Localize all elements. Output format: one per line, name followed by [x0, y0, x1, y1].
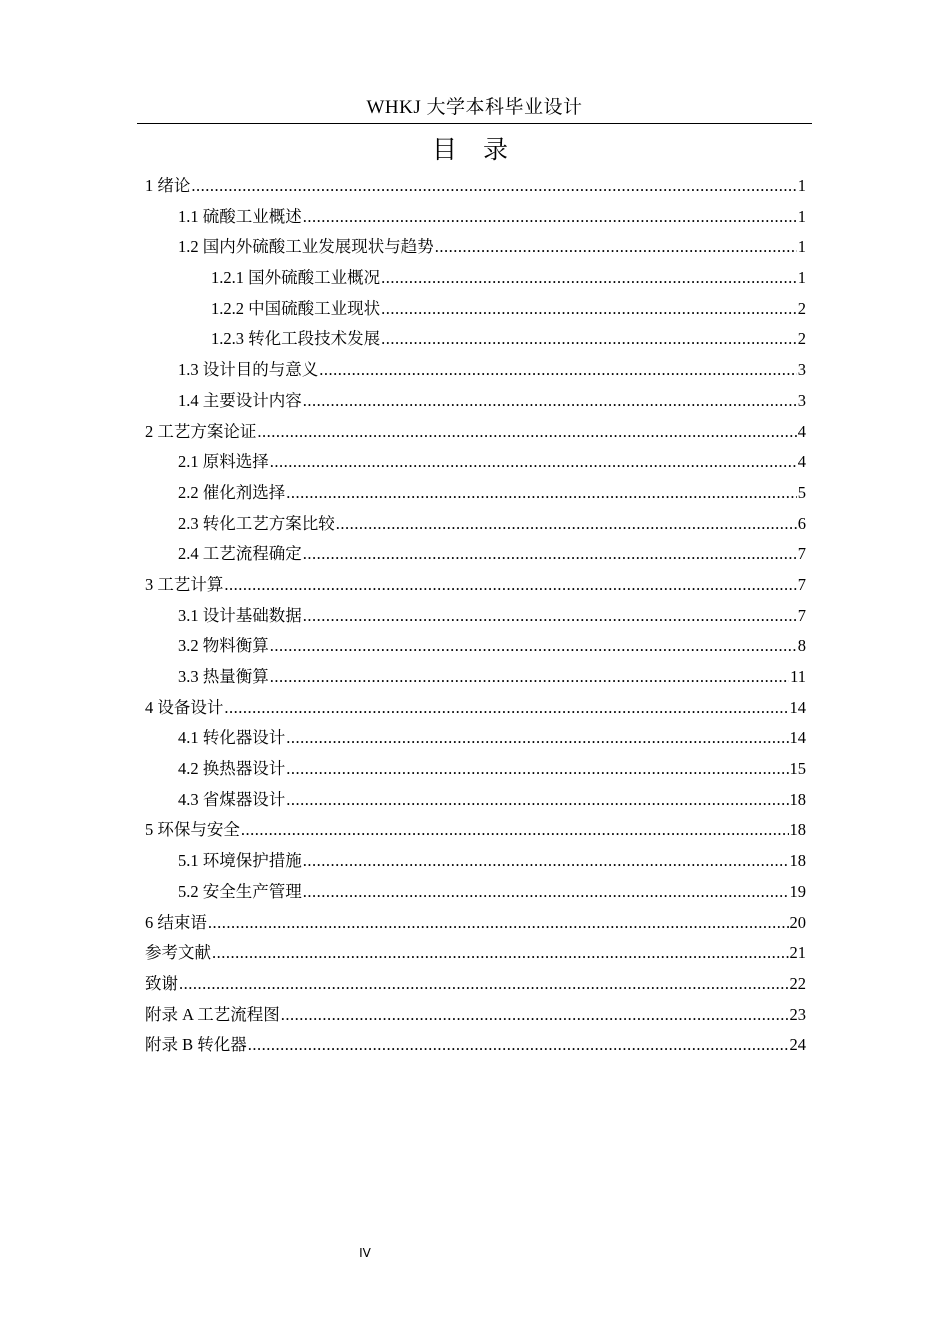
toc-entry-page: 1 — [797, 268, 806, 288]
toc-entry-page: 24 — [789, 1035, 806, 1055]
toc-entry-page: 7 — [797, 574, 806, 594]
toc-dot-leader — [303, 386, 797, 417]
toc-entry[interactable] — [145, 355, 806, 386]
toc-entry-label: 1.2.3 转化工段技术发展 — [211, 329, 381, 349]
toc-entry-page: 19 — [789, 881, 806, 901]
toc-dot-leader — [381, 294, 797, 325]
toc-dot-leader — [336, 509, 797, 540]
toc-dot-leader — [224, 693, 788, 724]
toc-entry-label: 参考文献 — [145, 943, 211, 963]
toc-entry[interactable] — [145, 969, 806, 1000]
toc-entry[interactable] — [145, 539, 806, 570]
toc-dot-leader — [286, 754, 788, 785]
toc-entry-page: 18 — [789, 851, 806, 871]
toc-dot-leader — [286, 785, 788, 816]
toc-entry-label: 1.2.2 中国硫酸工业现状 — [211, 298, 381, 318]
toc-entry-page: 4 — [797, 452, 806, 472]
toc-entry-label: 3.2 物料衡算 — [178, 636, 269, 656]
toc-entry-label: 2 工艺方案论证 — [145, 421, 257, 441]
toc-dot-leader — [303, 877, 789, 908]
toc-entry-page: 3 — [797, 390, 806, 410]
toc-entry-page: 18 — [789, 820, 806, 840]
toc-dot-leader — [286, 723, 788, 754]
toc-entry[interactable] — [145, 1030, 806, 1061]
toc-entry-label: 2.1 原料选择 — [178, 452, 269, 472]
toc-dot-leader — [303, 601, 797, 632]
toc-dot-leader — [270, 662, 789, 693]
toc-entry[interactable] — [145, 202, 806, 233]
toc-entry-page: 3 — [797, 360, 806, 380]
toc-dot-leader — [248, 1030, 789, 1061]
toc-dot-leader — [241, 815, 789, 846]
toc-dot-leader — [208, 908, 789, 939]
toc-dot-leader — [179, 969, 789, 1000]
toc-entry-label: 5 环保与安全 — [145, 820, 240, 840]
toc-entry-label: 1.3 设计目的与意义 — [178, 360, 319, 380]
toc-entry-page: 1 — [797, 176, 806, 195]
toc-entry-label: 1.4 主要设计内容 — [178, 390, 302, 410]
toc-entry-page: 15 — [789, 759, 806, 779]
toc-entry-label: 致谢 — [145, 973, 178, 993]
running-header: WHKJ 大学本科毕业设计 — [366, 97, 583, 118]
toc-entry[interactable] — [145, 324, 806, 355]
toc-entry-label: 附录 A 工艺流程图 — [145, 1004, 280, 1024]
toc-entry-page: 7 — [797, 605, 806, 625]
toc-entry-page: 18 — [789, 789, 806, 809]
toc-entry-page: 4 — [797, 421, 806, 441]
toc-dot-leader — [435, 232, 797, 263]
toc-entry-label: 3.3 热量衡算 — [178, 667, 269, 686]
toc-entry-page: 8 — [797, 636, 806, 656]
toc-dot-leader — [281, 1000, 789, 1031]
toc-entry[interactable] — [145, 263, 806, 294]
toc-entry[interactable] — [145, 447, 806, 478]
toc-entry-label: 4.1 转化器设计 — [178, 728, 286, 748]
toc-entry[interactable] — [145, 815, 806, 846]
toc-entry-page: 11 — [790, 667, 806, 686]
toc-entry[interactable] — [145, 232, 806, 263]
toc-entry[interactable] — [145, 294, 806, 325]
toc-dot-leader — [303, 846, 789, 877]
toc-entry-label: 2.3 转化工艺方案比较 — [178, 513, 335, 533]
table-of-contents — [145, 171, 806, 1061]
header-rule — [137, 123, 812, 124]
toc-entry[interactable] — [145, 417, 806, 448]
toc-entry-page: 1 — [797, 237, 806, 257]
toc-dot-leader — [212, 938, 789, 969]
toc-entry-label: 4.3 省煤器设计 — [178, 789, 286, 809]
toc-entry[interactable] — [145, 662, 806, 693]
toc-entry-label: 1 绪论 — [145, 176, 191, 195]
toc-dot-leader — [303, 202, 797, 233]
toc-entry[interactable] — [145, 908, 806, 939]
toc-entry[interactable] — [145, 386, 806, 417]
toc-entry[interactable] — [145, 171, 806, 202]
toc-entry-page: 2 — [797, 329, 806, 349]
toc-entry[interactable] — [145, 785, 806, 816]
toc-entry-label: 5.2 安全生产管理 — [178, 881, 302, 901]
toc-entry-page: 20 — [789, 912, 806, 932]
toc-entry[interactable] — [145, 693, 806, 724]
toc-entry[interactable] — [145, 938, 806, 969]
toc-entry-page: 6 — [797, 513, 806, 533]
toc-entry[interactable] — [145, 723, 806, 754]
toc-dot-leader — [286, 478, 797, 509]
toc-entry-label: 3 工艺计算 — [145, 574, 224, 594]
toc-dot-leader — [381, 263, 797, 294]
toc-dot-leader — [319, 355, 797, 386]
toc-entry-label: 5.1 环境保护措施 — [178, 851, 302, 871]
toc-entry[interactable] — [145, 478, 806, 509]
toc-entry[interactable] — [145, 754, 806, 785]
toc-dot-leader — [303, 539, 797, 570]
toc-entry-label: 3.1 设计基础数据 — [178, 605, 302, 625]
toc-entry[interactable] — [145, 570, 806, 601]
toc-entry-page: 7 — [797, 544, 806, 564]
toc-entry[interactable] — [145, 601, 806, 632]
toc-title: 目 录 — [432, 135, 517, 164]
toc-entry[interactable] — [145, 1000, 806, 1031]
toc-entry-label: 1.2 国内外硫酸工业发展现状与趋势 — [178, 237, 434, 257]
toc-entry-label: 4.2 换热器设计 — [178, 759, 286, 779]
toc-dot-leader — [270, 447, 797, 478]
toc-entry[interactable] — [145, 846, 806, 877]
toc-entry-page: 21 — [789, 943, 806, 963]
toc-entry-page: 14 — [789, 697, 806, 717]
toc-entry-label: 4 设备设计 — [145, 697, 224, 717]
toc-entry-page: 2 — [797, 298, 806, 318]
toc-dot-leader — [270, 631, 797, 662]
toc-entry-page: 14 — [789, 728, 806, 748]
toc-dot-leader — [224, 570, 796, 601]
page-number: IV — [359, 1246, 371, 1260]
toc-entry-label: 附录 B 转化器 — [145, 1035, 247, 1055]
toc-entry[interactable] — [145, 509, 806, 540]
toc-entry-label: 2.2 催化剂选择 — [178, 482, 286, 502]
toc-entry-label: 1.2.1 国外硫酸工业概况 — [211, 268, 381, 288]
toc-entry-label: 6 结束语 — [145, 912, 207, 932]
toc-entry-label: 1.1 硫酸工业概述 — [178, 206, 302, 226]
toc-entry-page: 23 — [789, 1004, 806, 1024]
toc-entry-page: 1 — [797, 206, 806, 226]
toc-dot-leader — [191, 171, 796, 202]
toc-entry[interactable] — [145, 877, 806, 908]
toc-dot-leader — [257, 417, 796, 448]
toc-entry[interactable] — [145, 631, 806, 662]
toc-entry-label: 2.4 工艺流程确定 — [178, 544, 302, 564]
toc-entry-page: 5 — [797, 482, 806, 502]
toc-entry-page: 22 — [789, 973, 806, 993]
toc-dot-leader — [381, 324, 797, 355]
